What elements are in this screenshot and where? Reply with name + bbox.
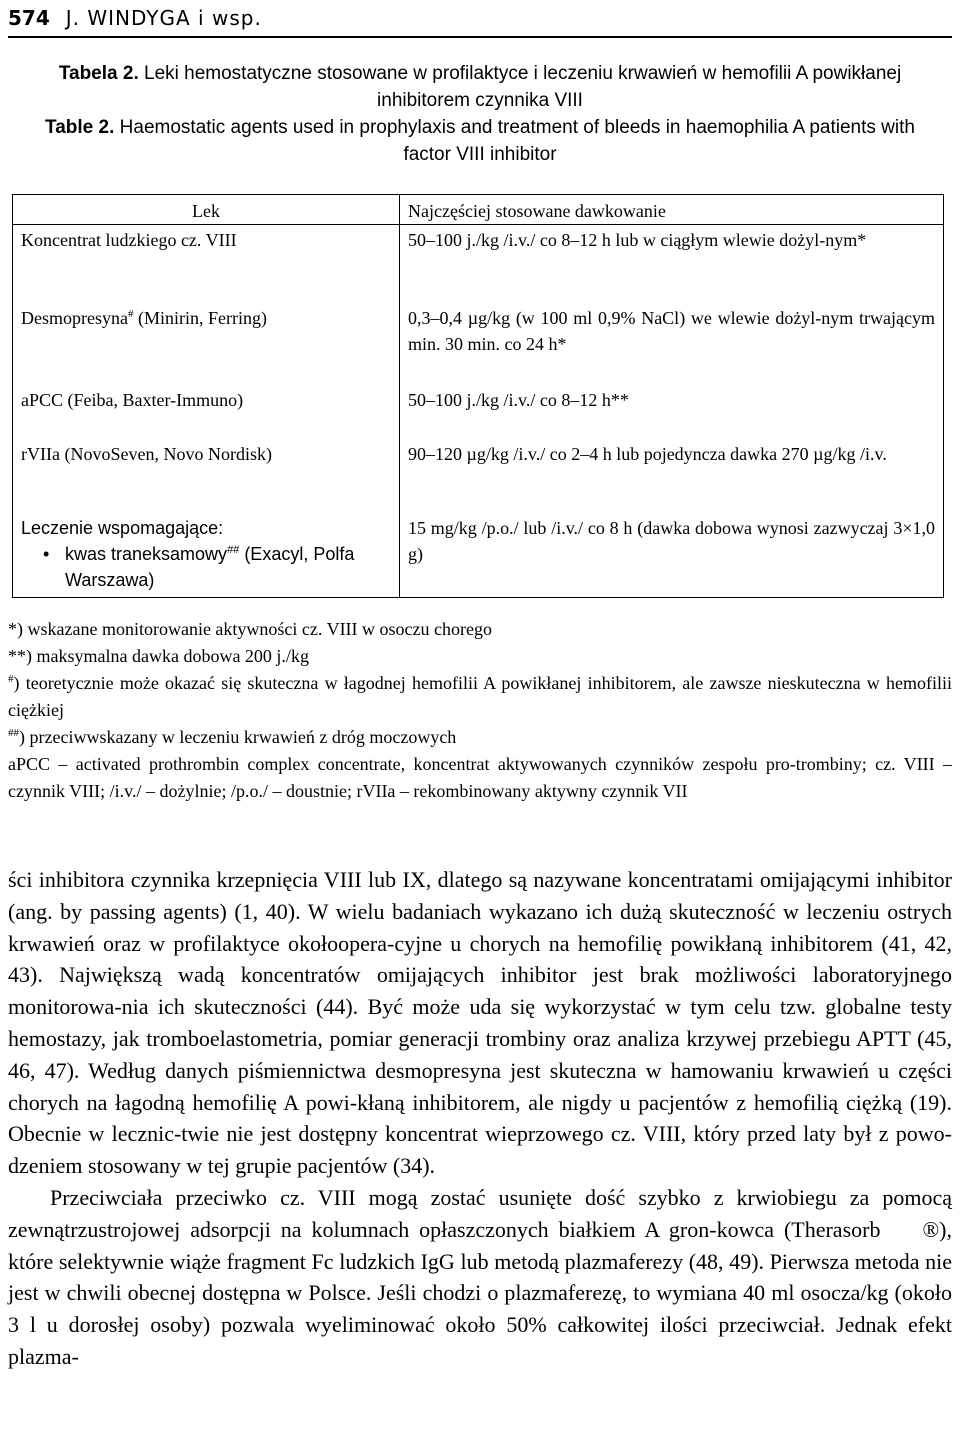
page-number: 574 [8, 6, 50, 30]
table-header-row [13, 195, 944, 225]
running-title: J. WINDYGA i wsp. [65, 6, 262, 30]
dose-apcc: 50–100 j./kg /i.v./ co 8–12 h** [408, 390, 629, 410]
hemostatic-agents-table [12, 194, 944, 598]
footnote-3: #) teoretycznie może okazać się skuteczna w łagodnej hemofilii A powikłanej inhibitorem, ale zawsze nieskuteczna w hemofilii ciężkiej [8, 673, 952, 720]
drug-tranexamic-acid: • kwas traneksamowy## (Exacyl, Polfa Warszawa) [21, 541, 391, 593]
body-text [8, 864, 952, 1373]
paragraph-2: Przeciwciała przeciwko cz. VIII mogą zostać usunięte dość szybko z krwiobiegu za pomocą zewnątrzustrojowej adsorpcji na kolumnach opłaszczonych białkiem A gron-kowca (Therasorb ®), które selektywnie wiąże fragment Fc ludzkich IgG lub metodą plazmaferezy (48, 49). Pierwsza metoda nie jest w chwili obecnej dostępna w Polsce. Jeśli chodzi o plazmaferezę, to wymiana 40 ml osocza/kg (około 3 l u dorosłej osoby) pozwala wyeliminować około 50% całkowitej ilości przeciwciał. Jednak efekt plazma- [8, 1184, 952, 1369]
caption-en-line2: factor VIII inhibitor [403, 144, 557, 165]
footnote-2: **) maksymalna dawka dobowa 200 j./kg [8, 646, 309, 666]
table-caption-pl [0, 60, 960, 114]
dose-desmopressin: 0,3–0,4 µg/kg (w 100 ml 0,9% NaCl) we wlewie dożyl-nym trwającym min. 30 min. co 24 h* [408, 308, 935, 354]
table-body-row [13, 225, 944, 598]
bullet-icon: • [43, 544, 50, 564]
dose-tranexamic-acid: 15 mg/kg /p.o./ lub /i.v./ co 8 h (dawka dobowa wynosi zazwyczaj 3×1,0 g) [408, 518, 935, 564]
caption-pl-label: Tabela 2. [58, 63, 139, 84]
caption-pl-line1: Tabela 2. Leki hemostatyczne stosowane w profilaktyce i leczeniu krwawień w hemofilii A powikłanej [58, 63, 902, 84]
drug-factor-viii: Koncentrat ludzkiego cz. VIII [21, 230, 237, 250]
caption-en-line1: Table 2. Haemostatic agents used in prophylaxis and treatment of bleeds in haemophilia A patients with [45, 117, 915, 138]
drug-apcc: aPCC (Feiba, Baxter-Immuno) [21, 390, 244, 410]
dose-rviia: 90–120 µg/kg /i.v./ co 2–4 h lub pojedyncza dawka 270 µg/kg /i.v. [408, 444, 887, 464]
footnote-4: ##) przeciwwskazany w leczeniu krwawień z dróg moczowych [8, 727, 457, 747]
drug-supportive: Leczenie wspomagające: [21, 518, 224, 538]
drug-desmopressin: Desmopresyna# (Minirin, Ferring) [21, 308, 267, 328]
footnote-abbreviations: aPCC – activated prothrombin complex concentrate, koncentrat aktywowanych czynników zespołu pro-trombiny; cz. VIII – czynnik VIII; /i.v./ – dożylnie; /p.o./ – doustnie; rVIIa – rekombinowany aktywny czynnik VII [8, 754, 952, 801]
caption-pl-line2: inhibitorem czynnika VIII [377, 90, 583, 111]
caption-en-label: Table 2. [45, 117, 115, 138]
col-header-drug: Lek [13, 195, 400, 225]
registered-mark: ® [922, 1216, 940, 1242]
table-footnotes [8, 616, 952, 805]
dose-column [400, 225, 944, 598]
running-header [8, 0, 952, 38]
drug-column [13, 225, 400, 598]
table-caption-en [0, 114, 960, 168]
col-header-dose: Najczęściej stosowane dawkowanie [400, 195, 944, 225]
drug-rviia: rVIIa (NovoSeven, Novo Nordisk) [21, 444, 272, 464]
footnote-1: *) wskazane monitorowanie aktywności cz. VIII w osoczu chorego [8, 619, 493, 639]
dose-factor-viii: 50–100 j./kg /i.v./ co 8–12 h lub w ciągłym wlewie dożyl-nym* [408, 230, 867, 250]
paragraph-1: ści inhibitora czynnika krzepnięcia VIII lub IX, dlatego są nazywane koncentratami omijającymi inhibitor (ang. by passing agents) (1, 40). W wielu badaniach wykazano ich dużą skuteczność w leczeniu ostrych krwawień oraz w profilaktyce okołoopera-cyjne u chorych na hemofilię powikłaną inhibitorem (41, 42, 43). Największą wadą koncentratów omijających inhibitor jest brak możliwości laboratoryjnego monitorowa-nia ich skuteczności (44). Być może uda się wykorzystać w tym celu tzw. globalne testy hemostazy, jak tromboelastometria, pomiar generacji trombiny oraz analiza krzywej przebiegu APTT (45, 46, 47). Według danych piśmiennictwa desmopresyna jest skuteczna w hamowaniu krwawień u części chorych na łagodną hemofilię A powi-kłaną inhibitorem, ale nigdy u pacjentów z hemofilią ciężką (19). Obecnie w lecznic-twie nie jest dostępny koncentrat wieprzowego cz. VIII, który przed laty był z powo-dzeniem stosowany w tej grupie pacjentów (34). [8, 867, 952, 1179]
